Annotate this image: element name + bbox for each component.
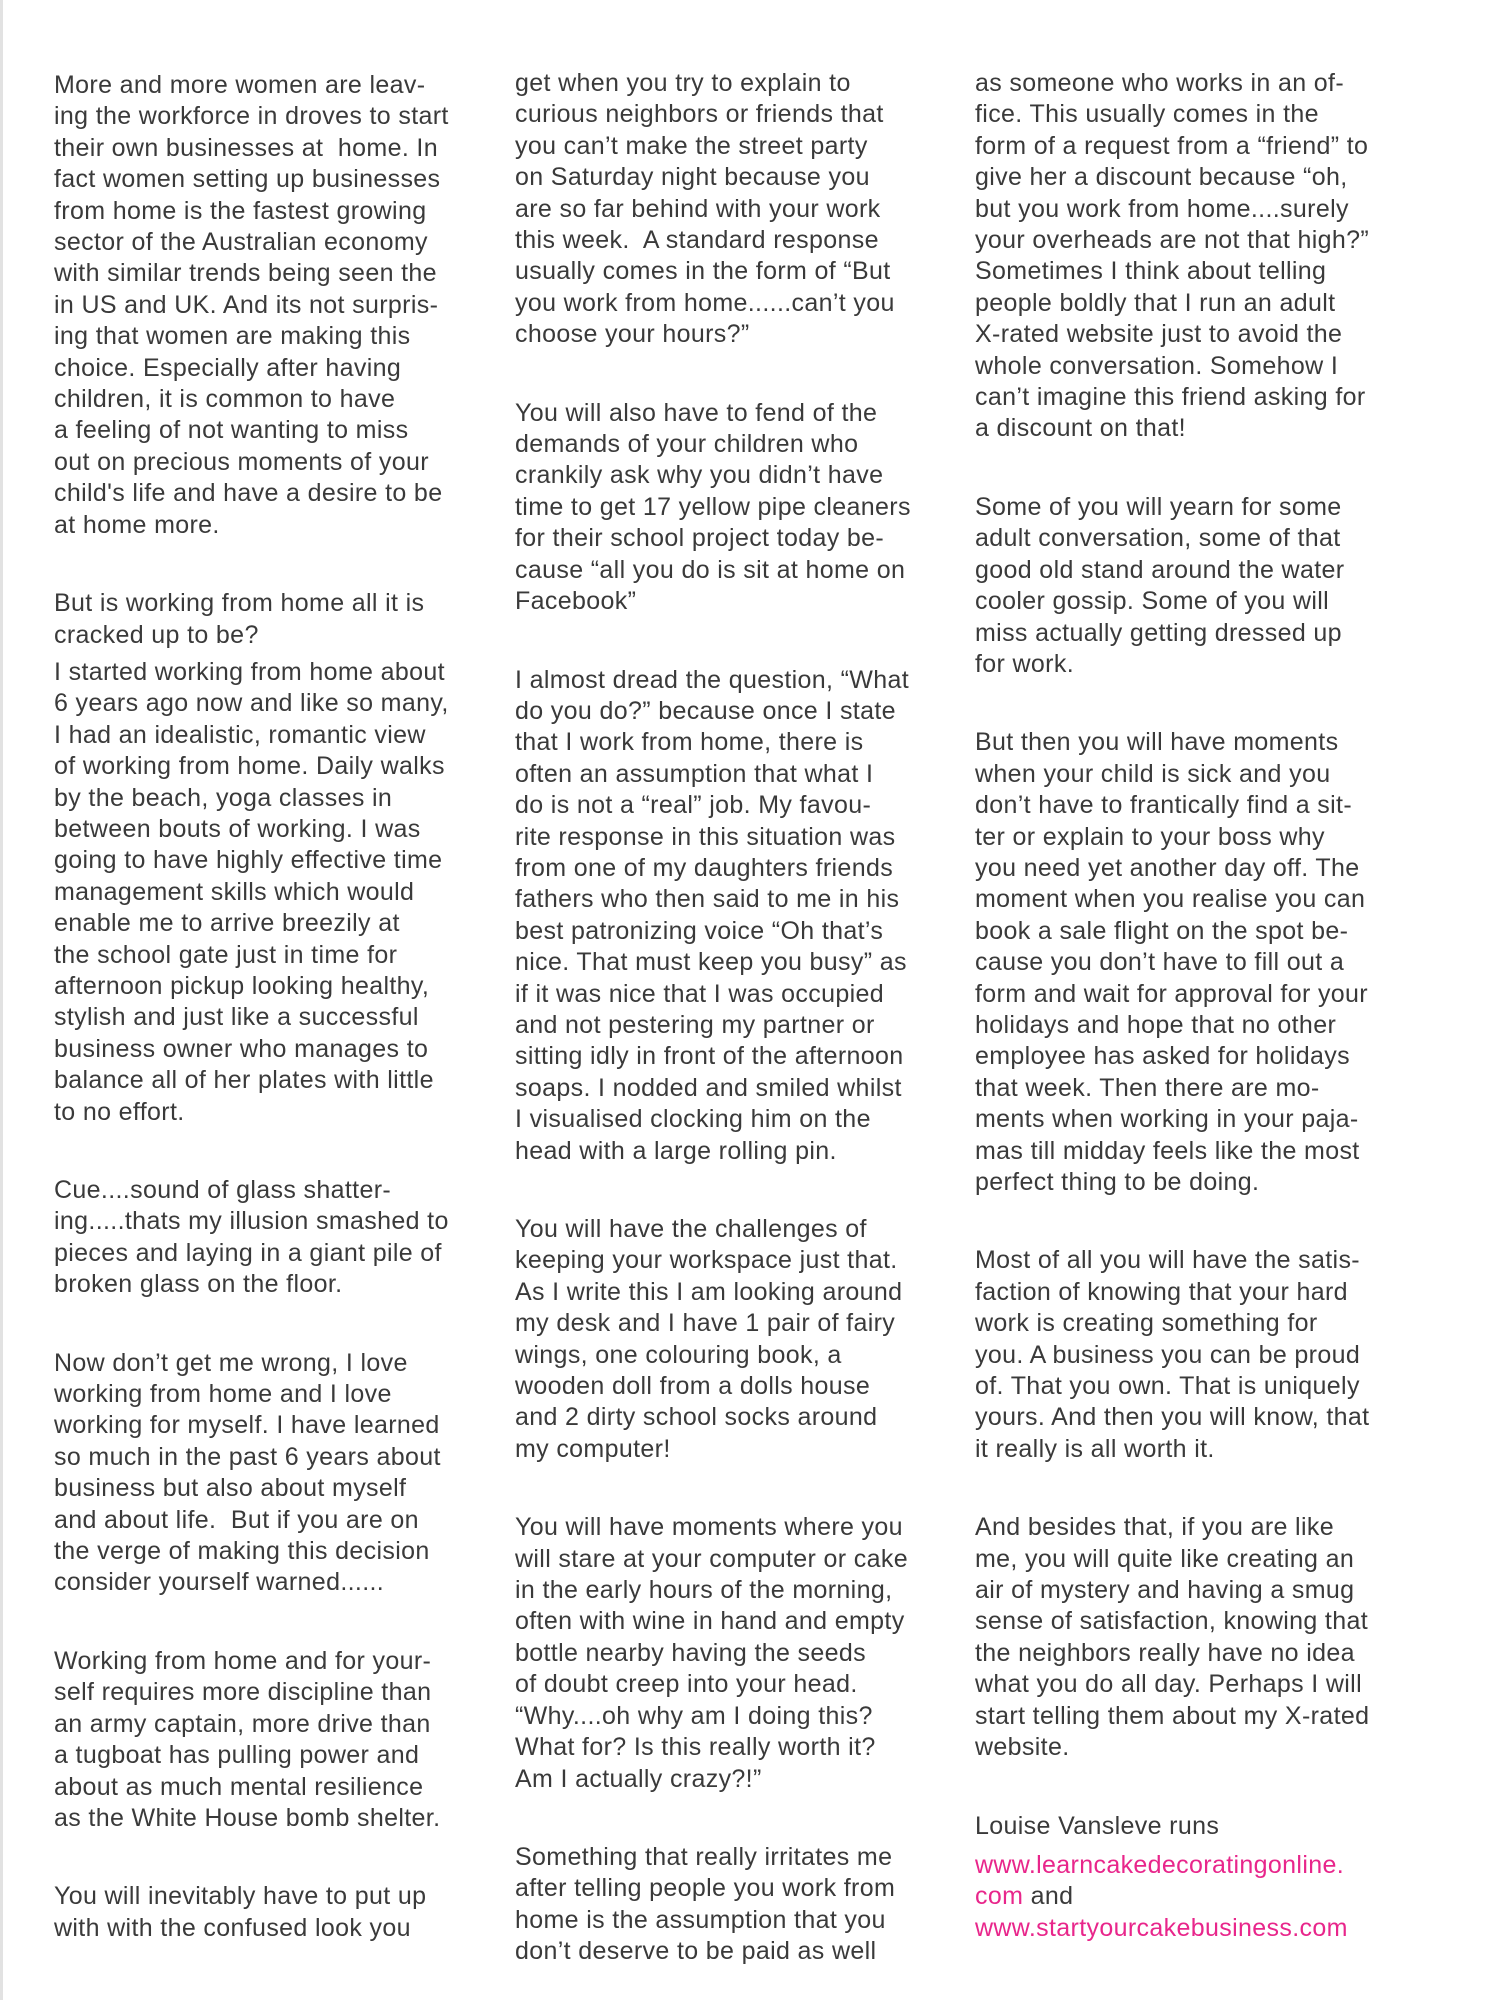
text-line: demands of your children who	[515, 430, 859, 459]
paragraph	[515, 1512, 967, 1795]
text-line: head with a large rolling pin.	[515, 1136, 837, 1165]
text-line: will stare at your computer or cake	[515, 1544, 908, 1573]
text-line: wings, one colouring book, a	[515, 1340, 842, 1369]
text-line: cause you don’t have to fill out a	[975, 948, 1345, 977]
text-line: You will have moments where you	[515, 1513, 903, 1542]
text-line: the neighbors really have no idea	[975, 1638, 1355, 1667]
text-line: between bouts of working. I was	[54, 814, 421, 843]
text-line: give her a discount because “oh,	[975, 163, 1348, 192]
paragraph	[54, 1175, 506, 1301]
text-line: cause “all you do is sit at home on	[515, 555, 906, 584]
article-column-2	[515, 68, 967, 2015]
text-line: that week. Then there are mo-	[975, 1073, 1320, 1102]
text-line: form of a request from a “friend” to	[975, 131, 1369, 160]
text-line: But then you will have moments	[975, 728, 1339, 757]
text-line: What for? Is this really worth it?	[515, 1733, 876, 1762]
text-line: about as much mental resilience	[54, 1772, 424, 1801]
text-line: wooden doll from a dolls house	[515, 1372, 871, 1401]
article-column-3	[975, 68, 1427, 1944]
text-line: with similar trends being seen the	[54, 259, 437, 288]
text-line: and about life. But if you are on	[54, 1505, 419, 1534]
text-line: More and more women are leav-	[54, 71, 426, 99]
text-line: fathers who then said to me in his	[515, 885, 900, 914]
text-line: if it was nice that I was occupied	[515, 979, 885, 1008]
text-line: cooler gossip. Some of you will	[975, 587, 1330, 616]
text-line: home is the assumption that you	[515, 1905, 886, 1934]
text-line: and 2 dirty school socks around	[515, 1403, 878, 1432]
text-line: X-rated website just to avoid the	[975, 320, 1343, 349]
paragraph	[515, 1842, 967, 1968]
text-line: child's life and have a desire to be	[54, 479, 443, 508]
text-line: business but also about myself	[54, 1474, 407, 1503]
text-line: I started working from home about	[54, 657, 445, 686]
text-line: a feeling of not wanting to miss	[54, 416, 409, 445]
text-line: consider yourself warned......	[54, 1568, 385, 1597]
text-line: Now don’t get me wrong, I love	[54, 1348, 408, 1377]
text-line: their own businesses at home. In	[54, 133, 438, 162]
text-line: when your child is sick and you	[975, 759, 1331, 788]
text-line: of. That you own. That is uniquely	[975, 1372, 1360, 1401]
text-line: balance all of her plates with little	[54, 1066, 434, 1095]
text-line: my desk and I have 1 pair of fairy	[515, 1309, 896, 1338]
text-line: time to get 17 yellow pipe cleaners	[515, 492, 911, 521]
link-learncakedecoratingonline-cont[interactable]: com	[975, 1882, 1024, 1911]
text-line: people boldly that I run an adult	[975, 288, 1336, 317]
text-line: at home more.	[54, 510, 220, 539]
text-line: usually comes in the form of “But	[515, 257, 891, 286]
text-line: sense of satisfaction, knowing that	[975, 1607, 1369, 1636]
text-line: keeping your workspace just that.	[515, 1246, 898, 1275]
text-line: pieces and laying in a giant pile of	[54, 1238, 442, 1267]
paragraph	[975, 492, 1427, 680]
text-line: and not pestering my partner or	[515, 1010, 875, 1039]
text-line: You will also have to fend of the	[515, 398, 878, 427]
paragraph	[54, 1881, 506, 1944]
text-line: in US and UK. And its not surpris-	[54, 290, 439, 319]
text-line: with with the confused look you	[54, 1913, 411, 1942]
paragraph	[54, 1348, 506, 1599]
text-line: after telling people you work from	[515, 1874, 896, 1903]
text-line: Cue....sound of glass shatter-	[54, 1176, 392, 1204]
text-line: do you do?” because once I state	[515, 696, 896, 725]
text-line: a tugboat has pulling power and	[54, 1741, 420, 1770]
text-line: whole conversation. Somehow I	[975, 351, 1339, 380]
text-line: going to have highly effective time	[54, 846, 443, 875]
text-line: out on precious moments of your	[54, 447, 429, 476]
text-line: rite response in this situation was	[515, 822, 896, 851]
text-line: I almost dread the question, “What	[515, 665, 910, 694]
paragraph	[54, 70, 506, 541]
text-line: you need yet another day off. The	[975, 853, 1360, 882]
text-line: But is working from home all it is	[54, 589, 425, 618]
text-line: faction of knowing that your hard	[975, 1277, 1348, 1306]
text-line: yours. And then you will know, that	[975, 1403, 1370, 1432]
text-line: Working from home and for your-	[54, 1646, 432, 1675]
text-line: ter or explain to your boss why	[975, 822, 1325, 851]
text-line: are so far behind with your work	[515, 194, 881, 223]
paragraph	[54, 657, 506, 1128]
paragraph	[975, 727, 1427, 1198]
text-line: Something that really irritates me	[515, 1842, 893, 1871]
link-startyourcakebusiness[interactable]: www.startyourcakebusiness.com	[975, 1913, 1348, 1942]
paragraph	[54, 1646, 506, 1834]
text-line: you. A business you can be proud	[975, 1340, 1361, 1369]
text-line: As I write this I am looking around	[515, 1277, 903, 1306]
text-line: management skills which would	[54, 877, 415, 906]
text-line: cracked up to be?	[54, 620, 259, 649]
text-line: adult conversation, some of that	[975, 524, 1341, 553]
text-line: holidays and hope that no other	[975, 1010, 1337, 1039]
paragraph	[975, 68, 1427, 445]
and-text: and	[1023, 1882, 1074, 1911]
paragraph	[54, 588, 506, 651]
text-line: bottle nearby having the seeds	[515, 1638, 867, 1667]
text-line: form and wait for approval for your	[975, 979, 1368, 1008]
text-line: You will inevitably have to put up	[54, 1882, 427, 1911]
text-line: Most of all you will have the satis-	[975, 1246, 1360, 1275]
text-line: choose your hours?”	[515, 320, 750, 349]
text-line: You will have the challenges of	[515, 1215, 867, 1243]
page-edge	[0, 0, 3, 2000]
text-line: I visualised clocking him on the	[515, 1105, 871, 1134]
text-line: best patronizing voice “Oh that’s	[515, 916, 884, 945]
text-line: a discount on that!	[975, 414, 1186, 443]
text-line: can’t imagine this friend asking for	[975, 383, 1366, 412]
text-line: ing the workforce in droves to start	[54, 102, 449, 131]
text-line: as the White House bomb shelter.	[54, 1803, 441, 1832]
text-line: “Why....oh why am I doing this?	[515, 1701, 873, 1730]
text-line: but you work from home....surely	[975, 194, 1349, 223]
text-line: miss actually getting dressed up	[975, 618, 1342, 647]
text-line: start telling them about my X-rated	[975, 1701, 1370, 1730]
text-line: from one of my daughters friends	[515, 853, 894, 882]
text-line: 6 years ago now and like so many,	[54, 689, 449, 718]
text-line: stylish and just like a successful	[54, 1003, 419, 1032]
text-line: your overheads are not that high?”	[975, 226, 1370, 255]
author-byline: Louise Vansleve runs	[975, 1811, 1220, 1840]
text-line: on Saturday night because you	[515, 163, 870, 192]
text-line: get when you try to explain to	[515, 69, 851, 97]
text-line: Facebook”	[515, 587, 637, 616]
text-line: an army captain, more drive than	[54, 1709, 431, 1738]
text-line: fact women setting up businesses	[54, 165, 441, 194]
text-line: I had an idealistic, romantic view	[54, 720, 426, 749]
text-line: work is creating something for	[975, 1309, 1318, 1338]
text-line: of working from home. Daily walks	[54, 752, 445, 781]
text-line: moment when you realise you can	[975, 885, 1366, 914]
text-line: soaps. I nodded and smiled whilst	[515, 1073, 902, 1102]
text-line: it really is all worth it.	[975, 1434, 1215, 1463]
text-line: me, you will quite like creating an	[975, 1544, 1355, 1573]
text-line: often with wine in hand and empty	[515, 1607, 905, 1636]
text-line: that I work from home, there is	[515, 728, 864, 757]
text-line: don’t have to frantically find a sit-	[975, 791, 1353, 820]
text-line: mas till midday feels like the most	[975, 1136, 1360, 1165]
text-line: fice. This usually comes in the	[975, 100, 1319, 129]
paragraph	[975, 1512, 1427, 1763]
text-line: by the beach, yoga classes in	[54, 783, 393, 812]
text-line: self requires more discipline than	[54, 1678, 432, 1707]
text-line: my computer!	[515, 1434, 671, 1463]
text-line: enable me to arrive breezily at	[54, 909, 400, 938]
text-line: to no effort.	[54, 1097, 185, 1126]
text-line: And besides that, if you are like	[975, 1513, 1334, 1542]
text-line: air of mystery and having a smug	[975, 1576, 1355, 1605]
text-line: for work.	[975, 649, 1074, 678]
text-line: often an assumption that what I	[515, 759, 874, 788]
text-line: in the early hours of the morning,	[515, 1576, 893, 1605]
text-line: employee has asked for holidays	[975, 1042, 1350, 1071]
article-column-1	[54, 70, 506, 1991]
text-line: this week. A standard response	[515, 226, 879, 255]
text-line: good old stand around the water	[975, 555, 1345, 584]
text-line: you work from home......can’t you	[515, 288, 895, 317]
paragraph	[975, 1245, 1427, 1465]
text-line: for their school project today be-	[515, 524, 885, 553]
text-line: ing that women are making this	[54, 322, 411, 351]
text-line: perfect thing to be doing.	[975, 1168, 1260, 1196]
text-line: website.	[975, 1733, 1070, 1762]
text-line: afternoon pickup looking healthy,	[54, 971, 430, 1000]
text-line: as someone who works in an of-	[975, 69, 1345, 97]
paragraph	[515, 665, 967, 1168]
text-line: don’t deserve to be paid as well	[515, 1937, 877, 1966]
text-line: what you do all day. Perhaps I will	[975, 1670, 1362, 1699]
text-line: of doubt creep into your head.	[515, 1670, 858, 1699]
text-line: working for myself. I have learned	[54, 1411, 440, 1440]
text-line: Sometimes I think about telling	[975, 257, 1327, 286]
text-line: do is not a “real” job. My favou-	[515, 791, 872, 820]
text-line: ments when working in your paja-	[975, 1105, 1359, 1134]
text-line: so much in the past 6 years about	[54, 1442, 441, 1471]
paragraph	[515, 398, 967, 618]
text-line: sitting idly in front of the afternoon	[515, 1042, 904, 1071]
text-line: nice. That must keep you busy” as	[515, 948, 907, 977]
paragraph	[515, 1214, 967, 1465]
text-line: you can’t make the street party	[515, 131, 868, 160]
text-line: Am I actually crazy?!”	[515, 1764, 762, 1793]
text-line: Some of you will yearn for some	[975, 492, 1342, 521]
paragraph	[515, 68, 967, 351]
text-line: the school gate just in time for	[54, 940, 398, 969]
text-line: ing.....thats my illusion smashed to	[54, 1207, 449, 1236]
text-line: working from home and I love	[54, 1380, 392, 1409]
text-line: sector of the Australian economy	[54, 228, 428, 257]
text-line: curious neighbors or friends that	[515, 100, 884, 129]
text-line: business owner who manages to	[54, 1034, 429, 1063]
text-line: book a sale flight on the spot be-	[975, 916, 1349, 945]
text-line: broken glass on the floor.	[54, 1270, 343, 1299]
text-line: children, it is common to have	[54, 385, 396, 414]
text-line: from home is the fastest growing	[54, 196, 427, 225]
link-learncakedecoratingonline[interactable]: www.learncakedecoratingonline.	[975, 1850, 1345, 1879]
author-bio	[975, 1811, 1427, 1945]
text-line: crankily ask why you didn’t have	[515, 461, 884, 490]
text-line: choice. Especially after having	[54, 353, 402, 382]
text-line: the verge of making this decision	[54, 1537, 430, 1566]
